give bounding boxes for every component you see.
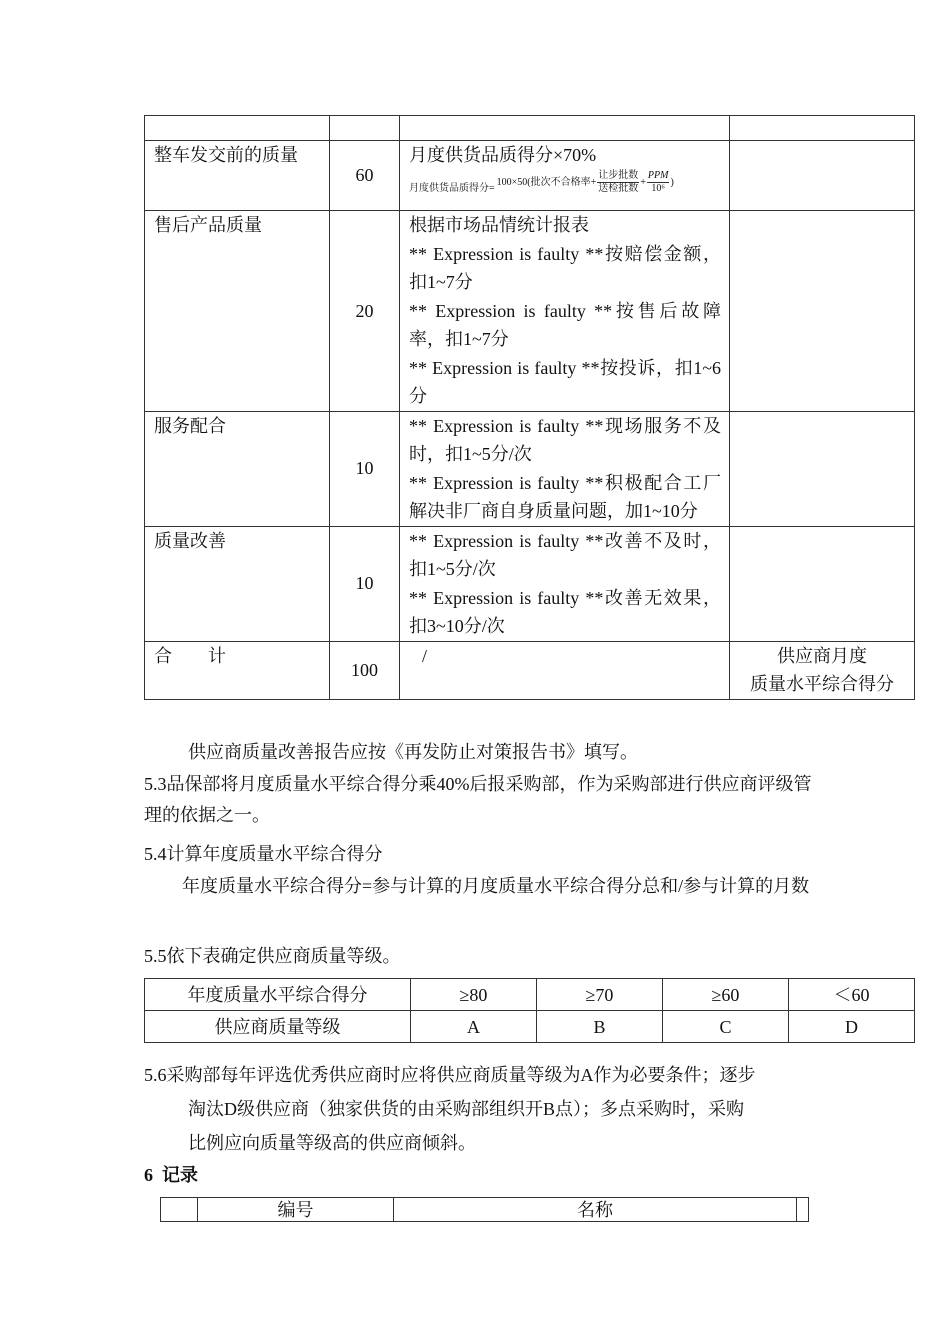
fraction-denominator: 送检批数 <box>598 182 639 194</box>
table-cell <box>730 141 915 211</box>
item-desc <box>400 141 730 211</box>
table-row <box>145 411 915 526</box>
table-cell <box>797 1198 809 1222</box>
paragraph-5-6-line3: 比例应向质量等级高的供应商倾斜。 <box>188 1133 476 1153</box>
table-row <box>145 979 915 1011</box>
fraction-numerator: PPM <box>647 169 669 181</box>
fraction-numerator: 让步批数 <box>598 169 639 181</box>
table-cell: B <box>537 1011 663 1043</box>
table-cell <box>730 116 915 141</box>
table-cell <box>330 116 400 141</box>
item-desc <box>400 211 730 412</box>
records-table <box>160 1197 809 1222</box>
total-desc <box>400 641 730 699</box>
grade-table <box>144 978 915 1043</box>
table-cell <box>145 116 330 141</box>
table-cell: ≥80 <box>411 979 537 1011</box>
table-row <box>145 1011 915 1043</box>
item-score: 20 <box>330 211 400 412</box>
table-row <box>145 141 915 211</box>
table-cell <box>161 1198 198 1222</box>
item-name: 整车发交前的质量 <box>145 141 330 211</box>
fraction-denominator: 10⁶ <box>651 182 665 194</box>
table-cell: A <box>411 1011 537 1043</box>
desc-line: ** Expression is faulty **改善不及时，扣1~5分/次 <box>409 530 721 579</box>
paragraph-5-5: 5.5依下表确定供应商质量等级。 <box>144 946 401 966</box>
paragraph-5-6-line1: 5.6采购部每年评选优秀供应商时应将供应商质量等级为A作为必要条件；逐步 <box>144 1065 756 1085</box>
formula-suffix: ) <box>670 176 674 188</box>
desc-line: ** Expression is faulty **按赔偿金额，扣1~7分 <box>409 243 721 292</box>
table-total-row <box>145 641 915 699</box>
item-name: 质量改善 <box>145 526 330 641</box>
paragraph: 供应商质量改善报告应按《再发防止对策报告书》填写。 <box>188 742 638 762</box>
desc-line: ** Expression is faulty **现场服务不及时，扣1~5分/次 <box>409 415 721 464</box>
table-cell: ＜60 <box>789 979 915 1011</box>
total-label: 合 计 <box>145 641 330 699</box>
item-score: 60 <box>330 141 400 211</box>
table-cell: ≥60 <box>663 979 789 1011</box>
item-score: 10 <box>330 411 400 526</box>
score-formula <box>409 170 721 199</box>
section-6-heading: 6 记录 <box>144 1165 198 1185</box>
desc-line: ** Expression is faulty **积极配合工厂解决非厂商自身质量问题，加1~10分 <box>409 472 721 521</box>
table-row <box>161 1198 809 1222</box>
paragraph-formula-annual: 年度质量水平综合得分=参与计算的月度质量水平综合得分总和/参与计算的月数 <box>182 876 810 896</box>
total-result-line: 质量水平综合得分 <box>750 674 894 694</box>
total-score: 100 <box>330 641 400 699</box>
table-cell <box>730 526 915 641</box>
desc-line: 根据市场品情统计报表 <box>409 215 589 235</box>
table-cell <box>400 116 730 141</box>
item-name: 售后产品质量 <box>145 211 330 412</box>
desc-line: ** Expression is faulty **改善无效果，扣3~10分/次 <box>409 587 721 636</box>
desc-line: ** Expression is faulty **按售后故障率，扣1~7分 <box>409 300 721 349</box>
table-row <box>145 211 915 412</box>
table-row <box>145 526 915 641</box>
desc-line: ** Expression is faulty **按投诉，扣1~6分 <box>409 357 721 406</box>
records-header-name: 名称 <box>394 1198 797 1222</box>
table-header-row-empty <box>145 116 915 141</box>
paragraph-5-4: 5.4计算年度质量水平综合得分 <box>144 844 383 864</box>
formula-fraction-2 <box>647 170 670 195</box>
desc-line: 月度供货品质得分×70% <box>409 145 597 165</box>
table-cell <box>730 411 915 526</box>
table-cell: 供应商质量等级 <box>145 1011 411 1043</box>
formula-prefix: 100×50(批次不合格率+ <box>496 176 597 188</box>
paragraph-5-3: 5.3品保部将月度质量水平综合得分乘40%后报采购部，作为采购部进行供应商评级管理的依据之一。 <box>144 774 812 825</box>
records-header-number: 编号 <box>198 1198 394 1222</box>
table-cell: ≥70 <box>537 979 663 1011</box>
total-result <box>730 641 915 699</box>
total-result-line: 供应商月度 <box>777 645 867 666</box>
formula-fraction-1 <box>597 170 639 195</box>
formula-plus: + <box>640 176 646 188</box>
formula-lhs: 月度供货品质得分= <box>409 182 495 194</box>
table-cell: 年度质量水平综合得分 <box>145 979 411 1011</box>
table-cell: C <box>663 1011 789 1043</box>
item-desc <box>400 411 730 526</box>
item-score: 10 <box>330 526 400 641</box>
item-name: 服务配合 <box>145 411 330 526</box>
table-cell: D <box>789 1011 915 1043</box>
table-cell <box>730 211 915 412</box>
total-desc-text: / <box>422 645 428 666</box>
item-desc <box>400 526 730 641</box>
formula-expression <box>497 170 674 195</box>
quality-score-table <box>144 115 915 700</box>
paragraph-5-6-line2: 淘汰D级供应商（独家供货的由采购部组织开B点）；多点采购时，采购 <box>188 1099 745 1119</box>
